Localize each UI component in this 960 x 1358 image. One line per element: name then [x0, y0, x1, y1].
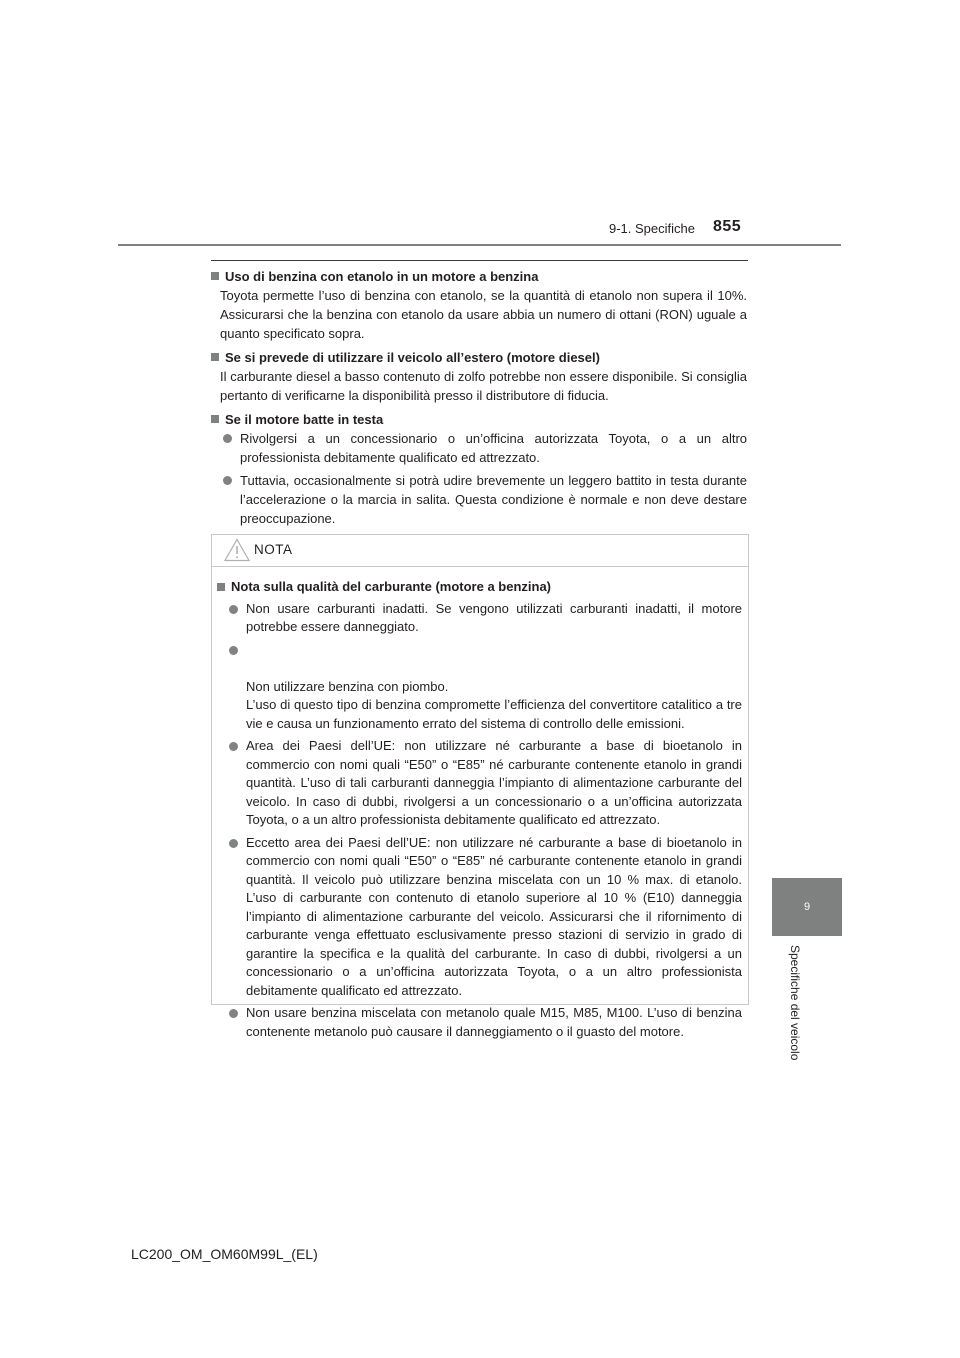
round-bullet-icon: [229, 1009, 238, 1018]
square-bullet-icon: [217, 583, 225, 591]
section-title: Se il motore batte in testa: [211, 410, 747, 429]
nota-body: [212, 567, 748, 1041]
header-divider: [118, 244, 841, 246]
round-bullet-icon: [229, 742, 238, 751]
square-bullet-icon: [211, 272, 219, 280]
chapter-tab: [772, 878, 842, 936]
round-bullet-icon: [223, 434, 232, 443]
chapter-number: 9: [803, 901, 811, 913]
square-bullet-icon: [211, 415, 219, 423]
square-bullet-icon: [211, 353, 219, 361]
section-title: Uso di benzina con etanolo in un motore a benzina: [211, 267, 747, 286]
list-item: Eccetto area dei Paesi dell’UE: non utilizzare né carburante a base di bioetanolo in commercio con nomi quali “E50” o “E85” né carburante contenente etanolo in grandi quantità. Il veicolo può utilizzare benzina miscelata con un 10 % max. di etanolo. L’uso di carburante con contenuto di etanolo superiore al 10 % (E10) danneggia l’impianto di alimentazione carburante del veicolo. Assicurarsi che il rifornimento di carburante venga effettuato esclusivamente presso stazioni di servizio in grado di garantire la specifica e la qualità del carburante. In caso di dubbi, rivolgersi a un concessionario o a un’officina autorizzata Toyota, o a un altro professionista debitamente qualificato ed attrezzato.: [217, 834, 742, 1001]
section-title: Se si prevede di utilizzare il veicolo all’estero (motore diesel): [211, 348, 747, 367]
round-bullet-icon: [223, 476, 232, 485]
page-number: 855: [713, 218, 742, 235]
header-section-title: 9-1. Specifiche: [609, 221, 695, 236]
section-text: Toyota permette l’uso di benzina con etanolo, se la quantità di etanolo non supera il 10%. Assicurarsi che la benzina con etanolo da usare abbia un numero di ottani (RON) uguale a quanto specificato sopra.: [220, 288, 747, 341]
nota-title: NOTA: [254, 542, 293, 557]
nota-section-title: Nota sulla qualità del carburante (motore a benzina): [217, 578, 742, 597]
round-bullet-icon: [229, 605, 238, 614]
list-item: Rivolgersi a un concessionario o un’officina autorizzata Toyota, o a un altro professionista debitamente qualificato ed attrezzato.: [211, 429, 747, 467]
chapter-label: Specifiche del veicolo: [788, 945, 802, 1061]
warning-triangle-icon: [224, 538, 250, 562]
chapter-side-label: [788, 945, 804, 1075]
section-text: Il carburante diesel a basso contenuto di zolfo potrebbe non essere disponibile. Si consiglia pertanto di verificarne la disponibilità presso il distributore di fiducia.: [220, 369, 747, 403]
list-item: Non usare benzina miscelata con metanolo quale M15, M85, M100. L’uso di benzina contenente metanolo può causare il danneggiamento o il guasto del motore.: [217, 1004, 742, 1041]
nota-header: [212, 535, 748, 567]
nota-notice-box: [211, 534, 749, 1039]
section-ethanol: [211, 267, 747, 343]
list-item: Non usare carburanti inadatti. Se vengono utilizzati carburanti inadatti, il motore potrebbe essere danneggiato.: [217, 600, 742, 637]
footer-code: LC200_OM_OM60M99L_(EL): [131, 1246, 318, 1262]
main-content: [211, 267, 747, 533]
content-divider: [211, 260, 748, 261]
list-item: Non utilizzare benzina con piombo. L’uso di questo tipo di benzina compromette l’efficienza del convertitore catalitico a tre vie e causa un funzionamento errato del sistema di controllo delle emissioni.: [217, 641, 742, 734]
section-engine-knock: [211, 410, 747, 528]
round-bullet-icon: [229, 646, 238, 655]
round-bullet-icon: [229, 839, 238, 848]
list-item: Tuttavia, occasionalmente si potrà udire brevemente un leggero battito in testa durante l’accelerazione o la marcia in salita. Questa condizione è normale e non deve destare preoccupazione.: [211, 471, 747, 528]
list-item: Area dei Paesi dell’UE: non utilizzare né carburante a base di bioetanolo in commercio con nomi quali “E50” o “E85” né carburante contenente etanolo in grandi quantità. L’uso di tali carburanti danneggia l’impianto di alimentazione carburante del veicolo. In caso di dubbi, rivolgersi a un concessionario o a un’officina autorizzata Toyota, o a un altro professionista debitamente qualificato ed attrezzato.: [217, 737, 742, 830]
section-abroad-diesel: [211, 348, 747, 405]
